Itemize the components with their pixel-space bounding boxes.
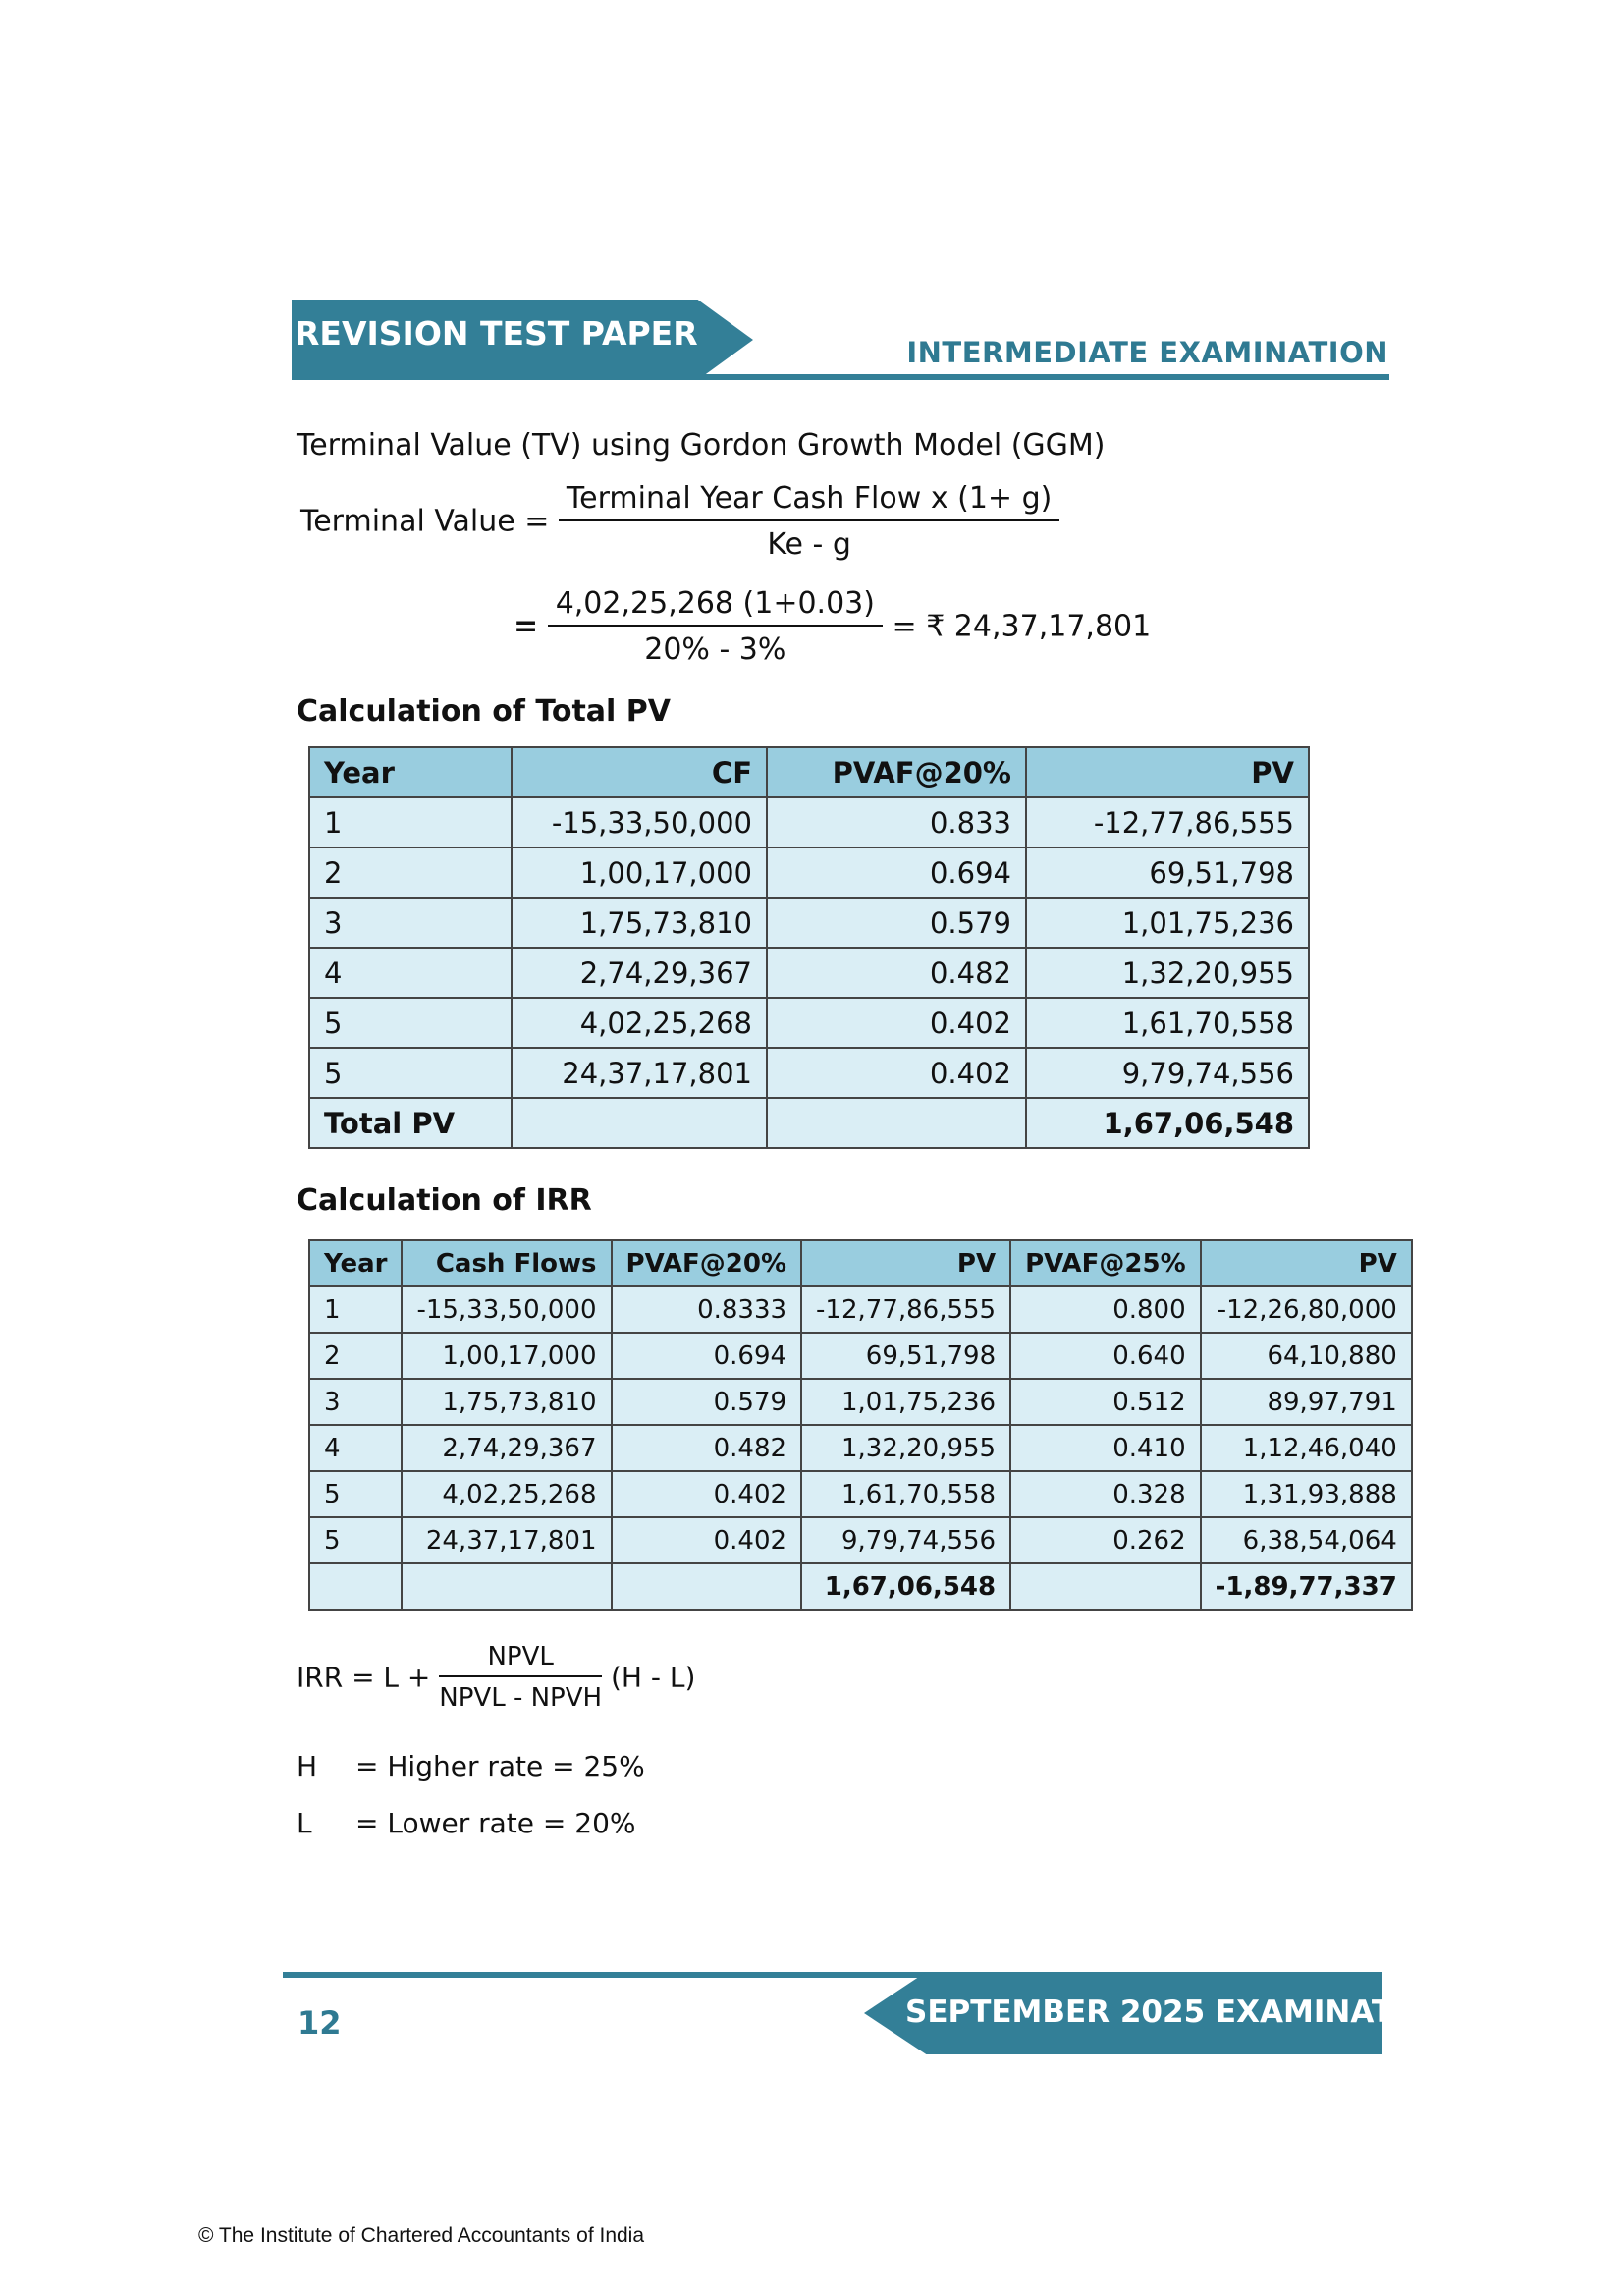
col-header-year: Year — [309, 1240, 402, 1286]
cell-pv25: 6,38,54,064 — [1201, 1517, 1412, 1563]
empty-cell — [512, 1098, 767, 1148]
cell-pv: 1,01,75,236 — [1026, 898, 1309, 948]
l-symbol: L — [297, 1807, 312, 1839]
cell-pvaf20: 0.402 — [612, 1517, 802, 1563]
cell-pvaf20: 0.8333 — [612, 1286, 802, 1333]
col-header-pv25: PV — [1201, 1240, 1412, 1286]
cell-pvaf20: 0.482 — [612, 1425, 802, 1471]
cell-pv20: -12,77,86,555 — [801, 1286, 1010, 1333]
cell-pv20: 1,01,75,236 — [801, 1379, 1010, 1425]
empty-cell — [309, 1563, 402, 1610]
col-header-pvaf25: PVAF@25% — [1010, 1240, 1201, 1286]
cell-year: 3 — [309, 898, 512, 948]
table-row — [309, 1425, 1412, 1471]
col-header-pv: PV — [1026, 747, 1309, 797]
copyright: © The Institute of Chartered Accountants of India — [198, 2224, 645, 2247]
cell-pv: 69,51,798 — [1026, 847, 1309, 898]
table-row — [309, 1379, 1412, 1425]
table-header-row — [309, 747, 1309, 797]
cell-year: 5 — [309, 1471, 402, 1517]
header-left-title: REVISION TEST PAPER — [295, 314, 698, 353]
col-header-cash-flows: Cash Flows — [402, 1240, 611, 1286]
empty-cell — [767, 1098, 1026, 1148]
cell-pvaf25: 0.328 — [1010, 1471, 1201, 1517]
cell-cf: 1,75,73,810 — [512, 898, 767, 948]
cell-year: 2 — [309, 847, 512, 898]
cell-pv: -12,77,86,555 — [1026, 797, 1309, 847]
table-row — [309, 1286, 1412, 1333]
cell-pvaf25: 0.640 — [1010, 1333, 1201, 1379]
empty-cell — [612, 1563, 802, 1610]
header-rule — [292, 374, 1389, 380]
col-header-pvaf20: PVAF@20% — [612, 1240, 802, 1286]
total-label: Total PV — [309, 1098, 512, 1148]
cell-pv25: 1,31,93,888 — [1201, 1471, 1412, 1517]
tv-calc-fraction — [548, 586, 883, 667]
tv-formula — [300, 481, 1059, 562]
cell-cash-flow: -15,33,50,000 — [402, 1286, 611, 1333]
col-header-year: Year — [309, 747, 512, 797]
cell-cf: 1,00,17,000 — [512, 847, 767, 898]
cell-year: 4 — [309, 1425, 402, 1471]
tv-denominator: Ke - g — [767, 527, 851, 562]
table-row — [309, 1517, 1412, 1563]
irr-lhs: IRR = L + — [297, 1661, 431, 1694]
cell-pvaf: 0.833 — [767, 797, 1026, 847]
irr-table — [308, 1239, 1413, 1611]
cell-pvaf: 0.694 — [767, 847, 1026, 898]
h-symbol: H — [297, 1750, 318, 1782]
cell-year: 1 — [309, 797, 512, 847]
footer-exam-title: SEPTEMBER 2025 EXAMINATION — [905, 1995, 1455, 2030]
total-pv25: -1,89,77,337 — [1201, 1563, 1412, 1610]
cell-pv25: -12,26,80,000 — [1201, 1286, 1412, 1333]
total-value: 1,67,06,548 — [1026, 1098, 1309, 1148]
cell-year: 5 — [309, 998, 512, 1048]
tv-calc-equals: = — [514, 609, 539, 644]
table-row — [309, 847, 1309, 898]
table-row — [309, 1048, 1309, 1098]
cell-pvaf: 0.402 — [767, 1048, 1026, 1098]
cell-year: 3 — [309, 1379, 402, 1425]
col-header-pvaf: PVAF@20% — [767, 747, 1026, 797]
tv-label: Terminal Value = — [300, 504, 550, 539]
cell-pv: 1,61,70,558 — [1026, 998, 1309, 1048]
cell-pvaf20: 0.694 — [612, 1333, 802, 1379]
irr-heading: Calculation of IRR — [297, 1183, 592, 1218]
tv-calc-denominator: 20% - 3% — [644, 632, 786, 667]
table-row — [309, 1333, 1412, 1379]
cell-cash-flow: 1,75,73,810 — [402, 1379, 611, 1425]
table-row — [309, 1471, 1412, 1517]
cell-pvaf: 0.579 — [767, 898, 1026, 948]
cell-cf: 2,74,29,367 — [512, 948, 767, 998]
empty-cell — [402, 1563, 611, 1610]
cell-cash-flow: 2,74,29,367 — [402, 1425, 611, 1471]
cell-pvaf25: 0.410 — [1010, 1425, 1201, 1471]
total-row — [309, 1098, 1309, 1148]
cell-pv: 1,32,20,955 — [1026, 948, 1309, 998]
cell-year: 4 — [309, 948, 512, 998]
irr-tail: (H - L) — [610, 1661, 696, 1694]
cell-pvaf25: 0.800 — [1010, 1286, 1201, 1333]
table-row — [309, 797, 1309, 847]
cell-pvaf25: 0.512 — [1010, 1379, 1201, 1425]
table-row — [309, 898, 1309, 948]
cell-cf: 24,37,17,801 — [512, 1048, 767, 1098]
cell-pv25: 1,12,46,040 — [1201, 1425, 1412, 1471]
tv-calc-result: = ₹ 24,37,17,801 — [892, 609, 1152, 644]
total-row — [309, 1563, 1412, 1610]
table-row — [309, 948, 1309, 998]
header-right-title: INTERMEDIATE EXAMINATION — [906, 336, 1388, 369]
table-row — [309, 998, 1309, 1048]
tv-calc-numerator: 4,02,25,268 (1+0.03) — [548, 586, 883, 627]
cell-cash-flow: 24,37,17,801 — [402, 1517, 611, 1563]
cell-pv20: 69,51,798 — [801, 1333, 1010, 1379]
cell-year: 5 — [309, 1517, 402, 1563]
cell-cash-flow: 4,02,25,268 — [402, 1471, 611, 1517]
cell-pvaf: 0.482 — [767, 948, 1026, 998]
cell-cash-flow: 1,00,17,000 — [402, 1333, 611, 1379]
page-number: 12 — [298, 2004, 342, 2042]
cell-pv20: 1,61,70,558 — [801, 1471, 1010, 1517]
cell-pvaf20: 0.579 — [612, 1379, 802, 1425]
cell-pvaf: 0.402 — [767, 998, 1026, 1048]
total-pv20: 1,67,06,548 — [801, 1563, 1010, 1610]
cell-cf: 4,02,25,268 — [512, 998, 767, 1048]
cell-pvaf20: 0.402 — [612, 1471, 802, 1517]
cell-year: 5 — [309, 1048, 512, 1098]
irr-fraction — [439, 1642, 602, 1713]
cell-pv20: 9,79,74,556 — [801, 1517, 1010, 1563]
cell-pv25: 64,10,880 — [1201, 1333, 1412, 1379]
tv-fraction — [559, 481, 1059, 562]
cell-pvaf25: 0.262 — [1010, 1517, 1201, 1563]
tv-calculation — [514, 586, 1151, 667]
irr-denominator: NPVL - NPVH — [439, 1683, 603, 1713]
total-pv-table — [308, 746, 1310, 1149]
h-definition: = Higher rate = 25% — [355, 1750, 645, 1782]
empty-cell — [1010, 1563, 1201, 1610]
cell-pv: 9,79,74,556 — [1026, 1048, 1309, 1098]
cell-pv20: 1,32,20,955 — [801, 1425, 1010, 1471]
irr-numerator: NPVL — [439, 1642, 602, 1677]
irr-formula — [297, 1642, 695, 1713]
l-definition: = Lower rate = 20% — [355, 1807, 636, 1839]
table-header-row — [309, 1240, 1412, 1286]
cell-year: 2 — [309, 1333, 402, 1379]
cell-cf: -15,33,50,000 — [512, 797, 767, 847]
total-pv-heading: Calculation of Total PV — [297, 694, 671, 729]
col-header-cf: CF — [512, 747, 767, 797]
tv-heading: Terminal Value (TV) using Gordon Growth Model (GGM) — [297, 428, 1106, 463]
cell-pv25: 89,97,791 — [1201, 1379, 1412, 1425]
cell-year: 1 — [309, 1286, 402, 1333]
col-header-pv20: PV — [801, 1240, 1010, 1286]
tv-numerator: Terminal Year Cash Flow x (1+ g) — [559, 481, 1059, 521]
